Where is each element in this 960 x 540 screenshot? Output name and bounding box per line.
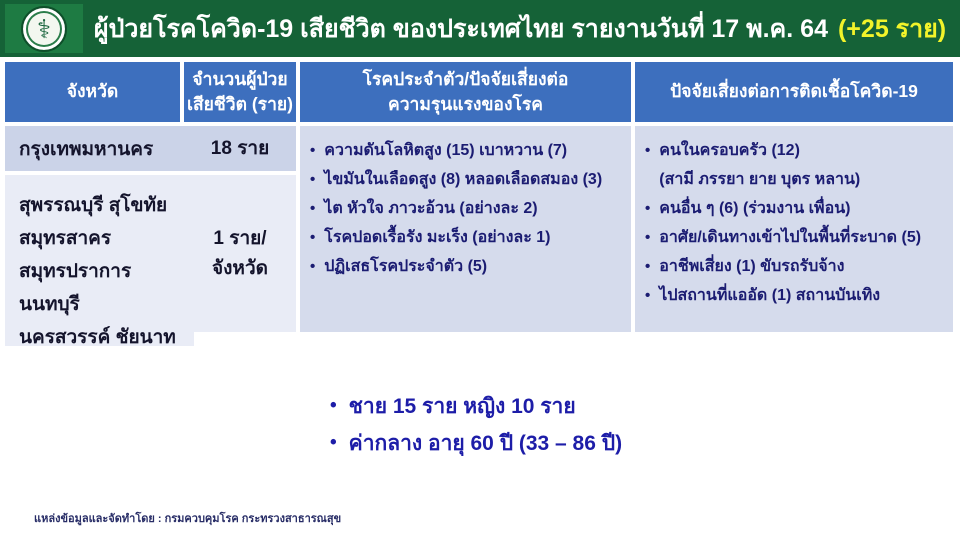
bullet-icon: •: [645, 287, 651, 304]
table-cell-province-others: [5, 175, 194, 346]
bullet-icon: •: [310, 200, 316, 217]
list-item: • ความดันโลหิตสูง (15) เบาหวาน (7): [310, 136, 625, 165]
summary-section: [330, 388, 622, 462]
bullet-icon: •: [330, 432, 337, 453]
list-item: • อาชีพเสี่ยง (1) ขับรถรับจ้าง: [645, 252, 947, 281]
bullet-icon: •: [645, 200, 651, 217]
column-header-infection-risk: ปัจจัยเสี่ยงต่อการติดเชื้อโควิด-19: [635, 62, 953, 122]
table-cell-comorbidities: [300, 126, 631, 332]
infection-bullet-list: [635, 126, 953, 310]
bullet-icon: •: [310, 142, 316, 159]
bullet-icon: •: [645, 229, 651, 246]
list-item: • อาศัย/เดินทางเข้าไปในพื้นที่ระบาด (5): [645, 223, 947, 252]
header-band: [0, 0, 960, 57]
table-cell-province-bangkok: กรุงเทพมหานคร: [5, 126, 194, 171]
page-title-new-cases: (+25 ราย): [837, 14, 947, 43]
province-list: สุพรรณบุรี สุโขทัย สมุทรสาคร สมุทรปราการ นนทบุรี นครสวรรค์ ชัยนาท: [19, 195, 176, 348]
page-title-main: ผู้ป่วยโรคโควิด-19 เสียชีวิต ของประเทศไทย รายงานวันที่ 17 พ.ค. 64: [93, 14, 828, 43]
table-cell-infection-risk: [635, 126, 953, 332]
page-title: [90, 0, 950, 57]
source-attribution: แหล่งข้อมูลและจัดทำโดย : กรมควบคุมโรค กระทรวงสาธารณสุข: [34, 513, 342, 525]
column-header-province: จังหวัด: [5, 62, 180, 122]
table-cell-count-others: 1 ราย/ จังหวัด: [184, 175, 296, 332]
bullet-icon: •: [645, 258, 651, 275]
list-item: • ปฏิเสธโรคประจำตัว (5): [310, 252, 625, 281]
list-item: • โรคปอดเรื้อรัง มะเร็ง (อย่างละ 1): [310, 223, 625, 252]
column-header-death-count: จำนวนผู้ป่วย เสียชีวิต (ราย): [184, 62, 296, 122]
bullet-icon: •: [645, 142, 651, 159]
moph-logo: [5, 4, 83, 53]
list-item: • คนอื่น ๆ (6) (ร่วมงาน เพื่อน): [645, 194, 947, 223]
list-item: • ไขมันในเลือดสูง (8) หลอดเลือดสมอง (3): [310, 165, 625, 194]
bullet-icon: •: [330, 395, 337, 416]
bullet-icon: •: [310, 171, 316, 188]
comorbidity-bullet-list: [300, 126, 631, 281]
bullet-icon: •: [310, 229, 316, 246]
summary-age: • ค่ากลาง อายุ 60 ปี (33 – 86 ปี): [330, 425, 622, 462]
moph-emblem-circle: [21, 6, 67, 52]
bullet-icon: •: [310, 258, 316, 275]
column-header-comorbidities: โรคประจำตัว/ปัจจัยเสี่ยงต่อ ความรุนแรงของโรค: [300, 62, 631, 122]
list-item: • ไปสถานที่แออัด (1) สถานบันเทิง: [645, 281, 947, 310]
list-item: • คนในครอบครัว (12) (สามี ภรรยา ยาย บุตร หลาน): [645, 136, 947, 194]
summary-gender: • ชาย 15 ราย หญิง 10 ราย: [330, 388, 622, 425]
table-cell-count-bangkok: 18 ราย: [184, 126, 296, 171]
medical-staff-icon: ⚕: [36, 13, 52, 44]
list-item: • ไต หัวใจ ภาวะอ้วน (อย่างละ 2): [310, 194, 625, 223]
